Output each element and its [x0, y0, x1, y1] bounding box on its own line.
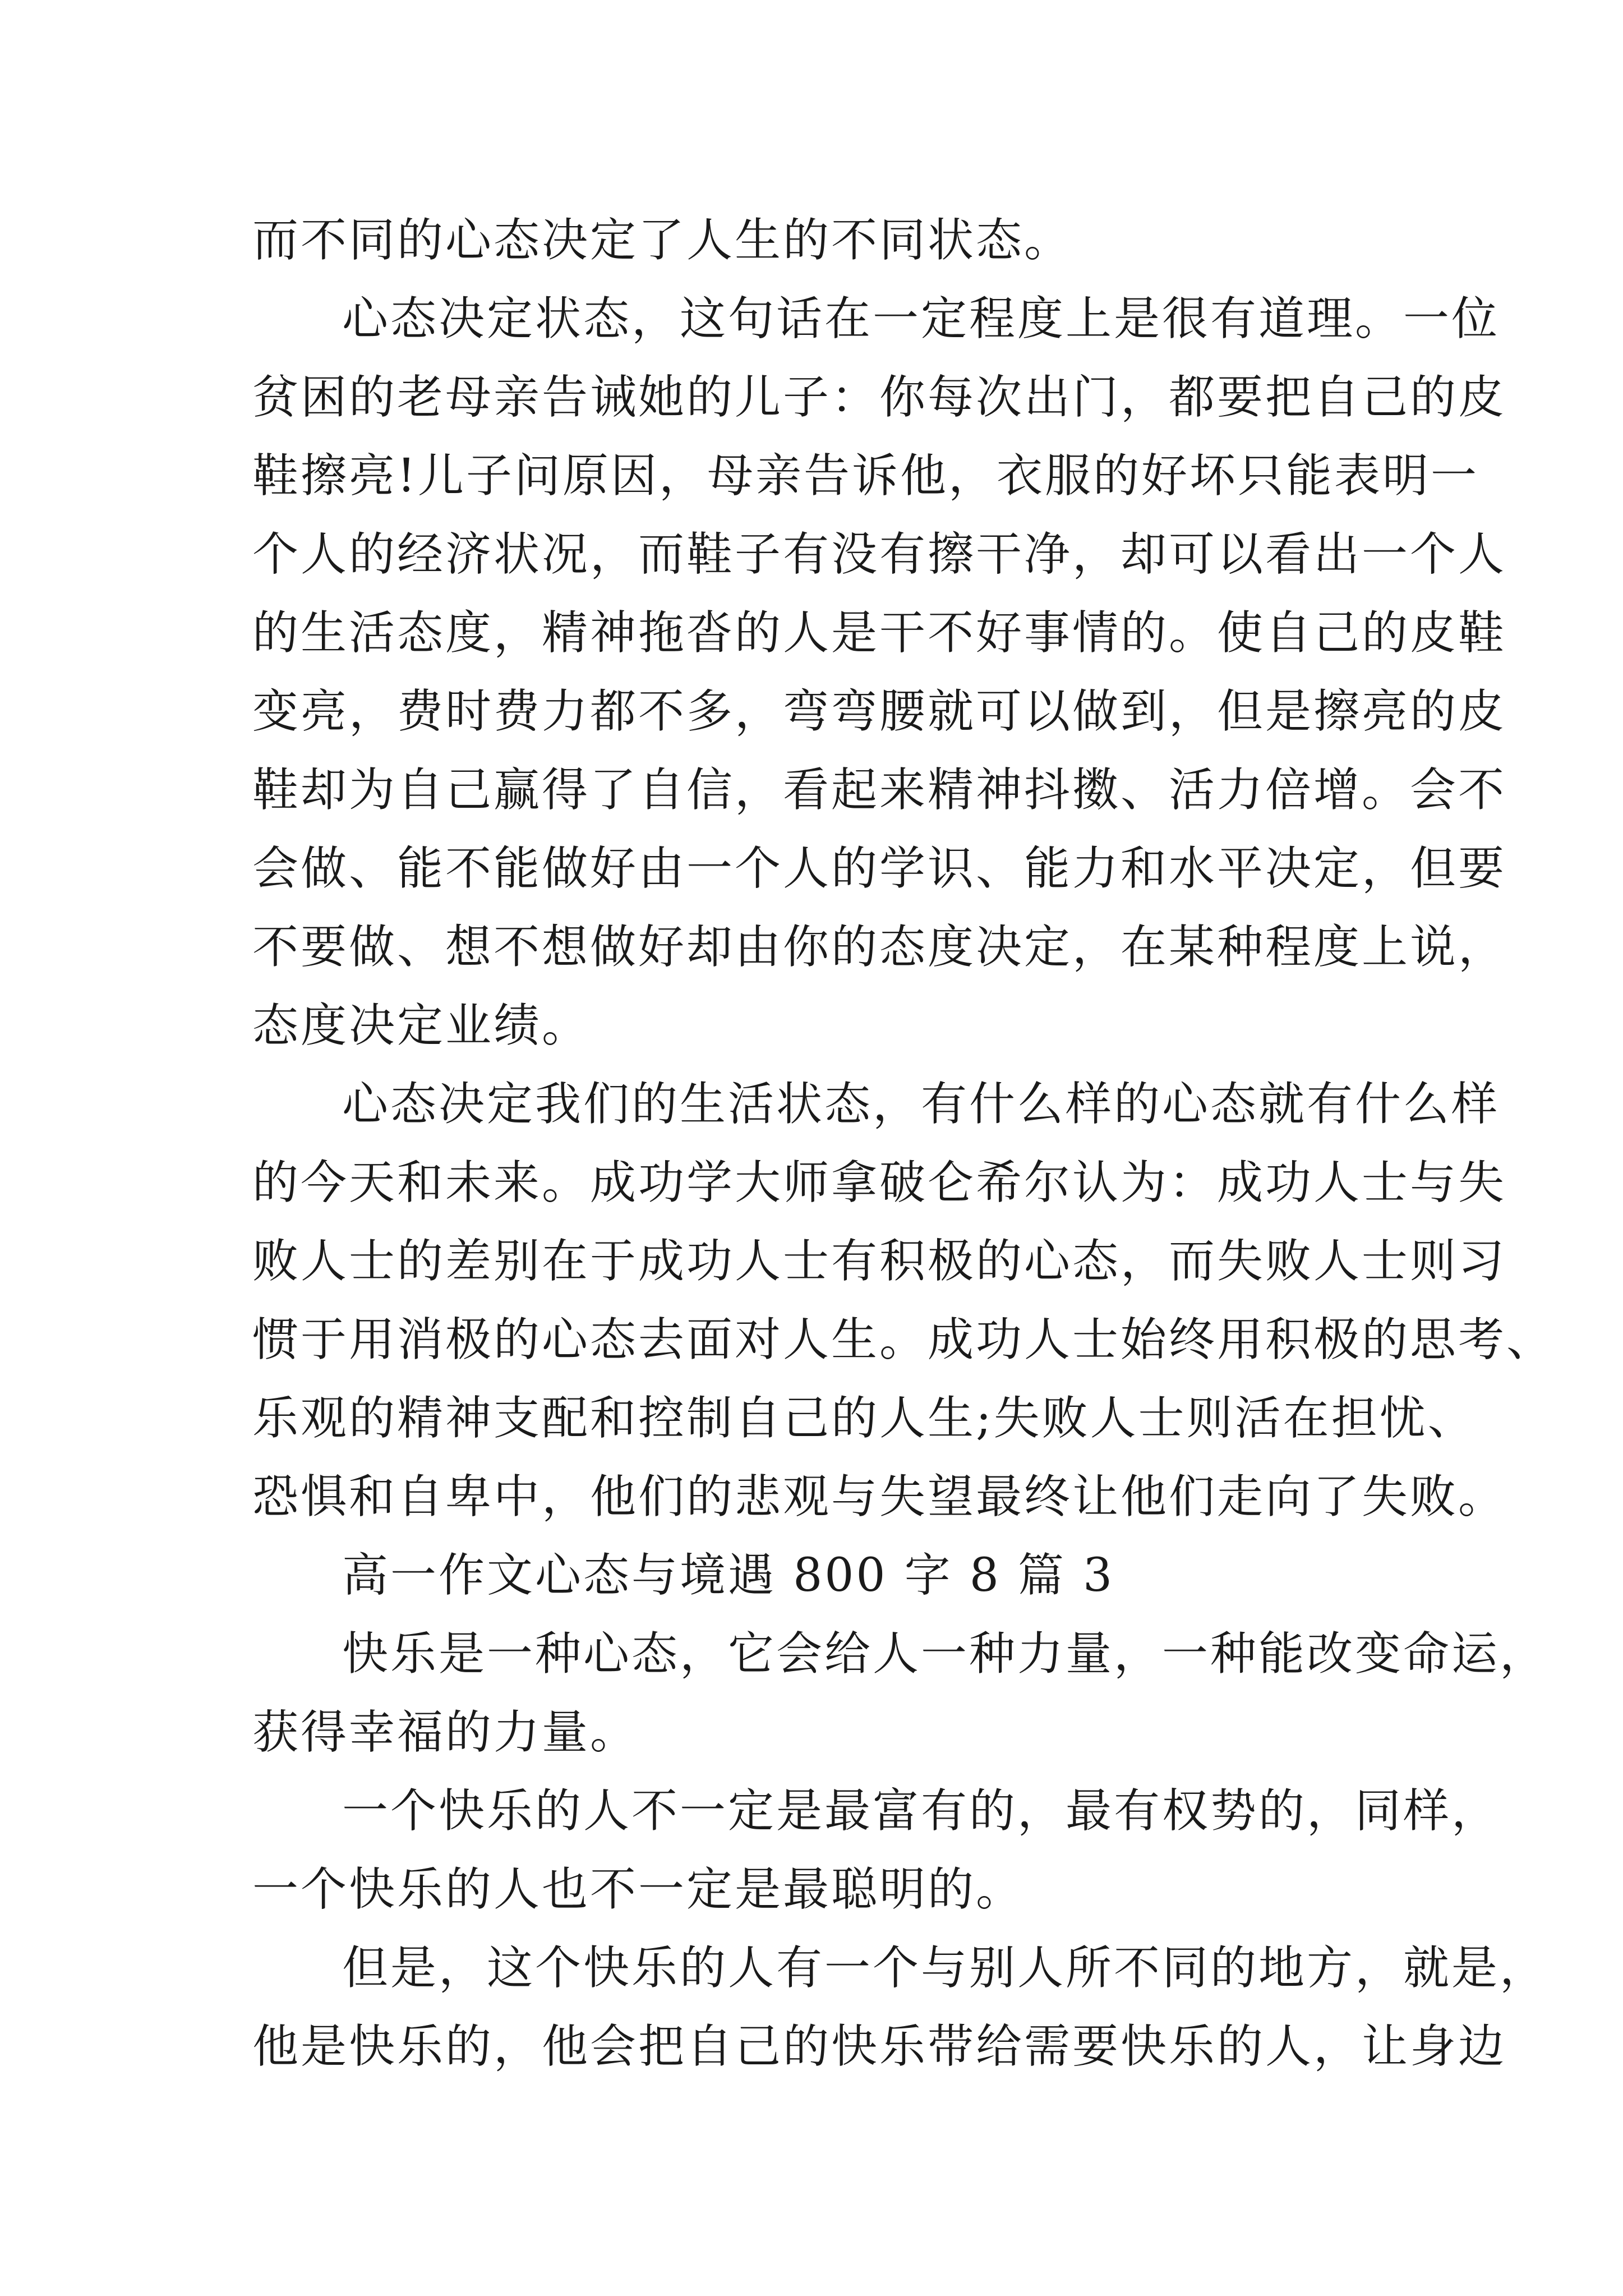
section-heading: 高一作文心态与境遇 800 字 8 篇 3 — [342, 1549, 1115, 1602]
text-line: 变亮，费时费力都不多，弯弯腰就可以做到，但是擦亮的皮 — [252, 685, 1507, 738]
text-line: 乐观的精神支配和控制自己的人生;失败人士则活在担忧、 — [252, 1392, 1476, 1445]
text-line: 惯于用消极的心态去面对人生。成功人士始终用积极的思考、 — [252, 1313, 1555, 1366]
text-line: 的今天和未来。成功学大师拿破仑希尔认为：成功人士与失 — [252, 1156, 1507, 1209]
text-line: 心态决定状态，这句话在一定程度上是很有道理。一位 — [342, 292, 1500, 346]
text-line: 态度决定业绩。 — [252, 999, 591, 1052]
text-line: 一个快乐的人也不一定是最聪明的。 — [252, 1863, 1025, 1916]
text-line: 而不同的心态决定了人生的不同状态。 — [252, 214, 1073, 267]
text-line: 心态决定我们的生活状态，有什么样的心态就有什么样 — [342, 1078, 1500, 1131]
text-line: 恐惧和自卑中，他们的悲观与失望最终让他们走向了失败。 — [252, 1470, 1507, 1524]
text-line: 鞋擦亮!儿子问原因，母亲告诉他，衣服的好坏只能表明一 — [252, 449, 1479, 503]
text-line: 个人的经济状况，而鞋子有没有擦干净，却可以看出一个人 — [252, 528, 1507, 581]
text-line: 但是，这个快乐的人有一个与别人所不同的地方，就是， — [342, 1941, 1548, 1995]
text-line: 败人士的差别在于成功人士有积极的心态，而失败人士则习 — [252, 1235, 1507, 1288]
text-line: 获得幸福的力量。 — [252, 1706, 639, 1759]
text-line: 的生活态度，精神拖沓的人是干不好事情的。使自己的皮鞋 — [252, 606, 1507, 660]
text-line: 贫困的老母亲告诫她的儿子：你每次出门，都要把自己的皮 — [252, 371, 1507, 424]
text-line: 他是快乐的，他会把自己的快乐带给需要快乐的人，让身边 — [252, 2020, 1507, 2073]
text-line: 一个快乐的人不一定是最富有的，最有权势的，同样， — [342, 1784, 1500, 1838]
text-line: 不要做、想不想做好却由你的态度决定，在某种程度上说， — [252, 921, 1507, 974]
text-line: 鞋却为自己赢得了自信，看起来精神抖擞、活力倍增。会不 — [252, 763, 1507, 817]
text-line: 快乐是一种心态，它会给人一种力量，一种能改变命运， — [342, 1627, 1548, 1681]
text-line: 会做、能不能做好由一个人的学识、能力和水平决定，但要 — [252, 842, 1507, 895]
